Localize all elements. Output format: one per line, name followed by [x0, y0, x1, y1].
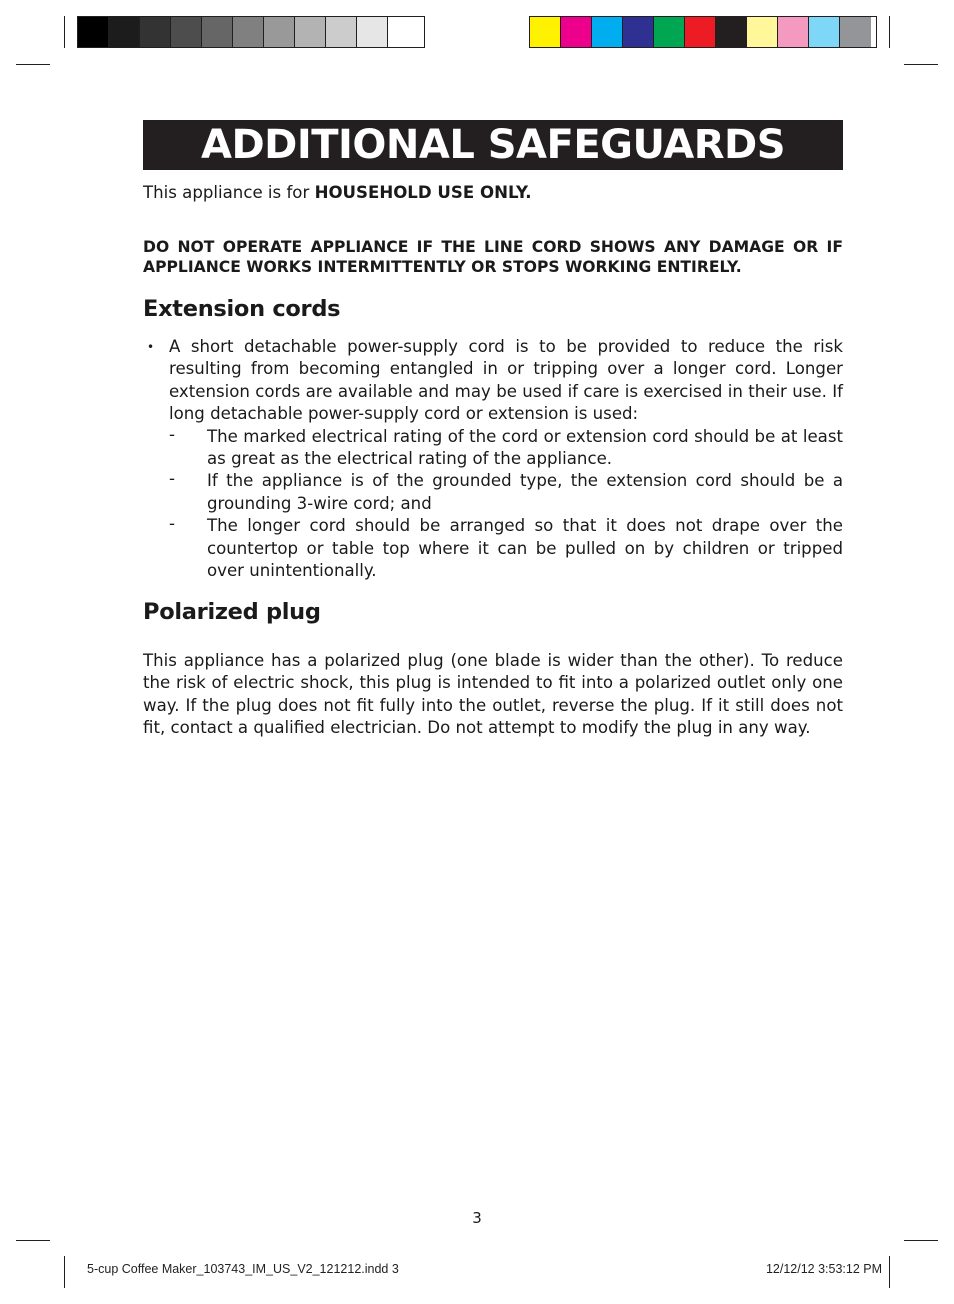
- crop-mark-top-right-vertical: [889, 16, 890, 48]
- bullet-text: A short detachable power-supply cord is to be provided to reduce the risk resulting from becoming entangled in or tripping over a longer cord. Longer extension cords are available and may be used if care is exercised in their use. If long detachable power-supply cord or extension is used:: [169, 337, 843, 424]
- gray-swatch: [78, 17, 109, 47]
- color-swatch: [716, 17, 747, 47]
- crop-mark-bottom-right-horizontal: [904, 1240, 938, 1241]
- crop-mark-bottom-left-vertical: [64, 1256, 65, 1288]
- dash-icon: -: [169, 514, 175, 534]
- crop-mark-bottom-left-horizontal: [16, 1240, 50, 1241]
- gray-swatch: [295, 17, 326, 47]
- gray-swatch: [140, 17, 171, 47]
- gray-swatch: [388, 17, 419, 47]
- household-use-prefix: This appliance is for: [143, 183, 315, 202]
- color-swatch: [747, 17, 778, 47]
- cord-damage-warning: DO NOT OPERATE APPLIANCE IF THE LINE CORD SHOWS ANY DAMAGE OR IF APPLIANCE WORKS INTERMITTENTLY OR STOPS WORKING ENTIRELY.: [143, 238, 843, 276]
- page-heading: ADDITIONAL SAFEGUARDS: [143, 120, 843, 170]
- sub-list-item: [143, 470, 843, 515]
- crop-mark-top-left-vertical: [64, 16, 65, 48]
- crop-mark-bottom-right-vertical: [889, 1256, 890, 1288]
- color-swatch: [840, 17, 871, 47]
- timestamp-slug: 12/12/12 3:53:12 PM: [765, 1262, 882, 1276]
- sub-list-item: [143, 515, 843, 582]
- sub-item-text: The marked electrical rating of the cord or extension cord should be at least as great as the electrical rating of the appliance.: [207, 426, 843, 469]
- crop-mark-top-right-horizontal: [904, 64, 938, 65]
- color-swatch: [778, 17, 809, 47]
- gray-swatch: [202, 17, 233, 47]
- polarized-plug-paragraph: This appliance has a polarized plug (one blade is wider than the other). To reduce the risk of electric shock, this plug is intended to fit into a polarized outlet only one way. If the plug does not fit fully into the outlet, reverse the plug. If it still does not fit, contact a qualified electrician. Do not attempt to modify the plug in any way.: [143, 651, 843, 738]
- extension-cords-list: [143, 336, 843, 582]
- color-swatch: [685, 17, 716, 47]
- color-swatch: [654, 17, 685, 47]
- household-use-line: [143, 182, 843, 204]
- household-use-emphasis: HOUSEHOLD USE ONLY.: [314, 183, 532, 202]
- gray-swatch: [109, 17, 140, 47]
- bullet-icon: •: [147, 340, 155, 354]
- page-number: 3: [472, 1209, 482, 1227]
- dash-icon: -: [169, 424, 175, 444]
- sub-item-text: If the appliance is of the grounded type, the extension cord should be a grounding 3-wire cord; and: [207, 471, 843, 513]
- gray-swatch: [264, 17, 295, 47]
- crop-mark-top-left-horizontal: [16, 64, 50, 65]
- color-swatch: [561, 17, 592, 47]
- color-swatch: [592, 17, 623, 47]
- color-swatch: [530, 17, 561, 47]
- dash-icon: -: [169, 469, 175, 489]
- color-swatch: [809, 17, 840, 47]
- polarized-plug-heading: Polarized plug: [143, 599, 321, 625]
- gray-swatch: [233, 17, 264, 47]
- sub-list-item: [143, 426, 843, 471]
- sub-item-text: The longer cord should be arranged so that it does not drape over the countertop or table top where it can be pulled on by children or tripped over unintentionally.: [207, 516, 843, 581]
- gray-swatch: [357, 17, 388, 47]
- process-color-bar: [529, 16, 877, 48]
- gray-swatch: [326, 17, 357, 47]
- color-swatch: [623, 17, 654, 47]
- extension-cords-heading: Extension cords: [143, 296, 341, 322]
- list-item: [143, 336, 843, 426]
- file-slug: 5-cup Coffee Maker_103743_IM_US_V2_121212.indd 3: [87, 1262, 399, 1276]
- grayscale-color-bar: [77, 16, 425, 48]
- gray-swatch: [171, 17, 202, 47]
